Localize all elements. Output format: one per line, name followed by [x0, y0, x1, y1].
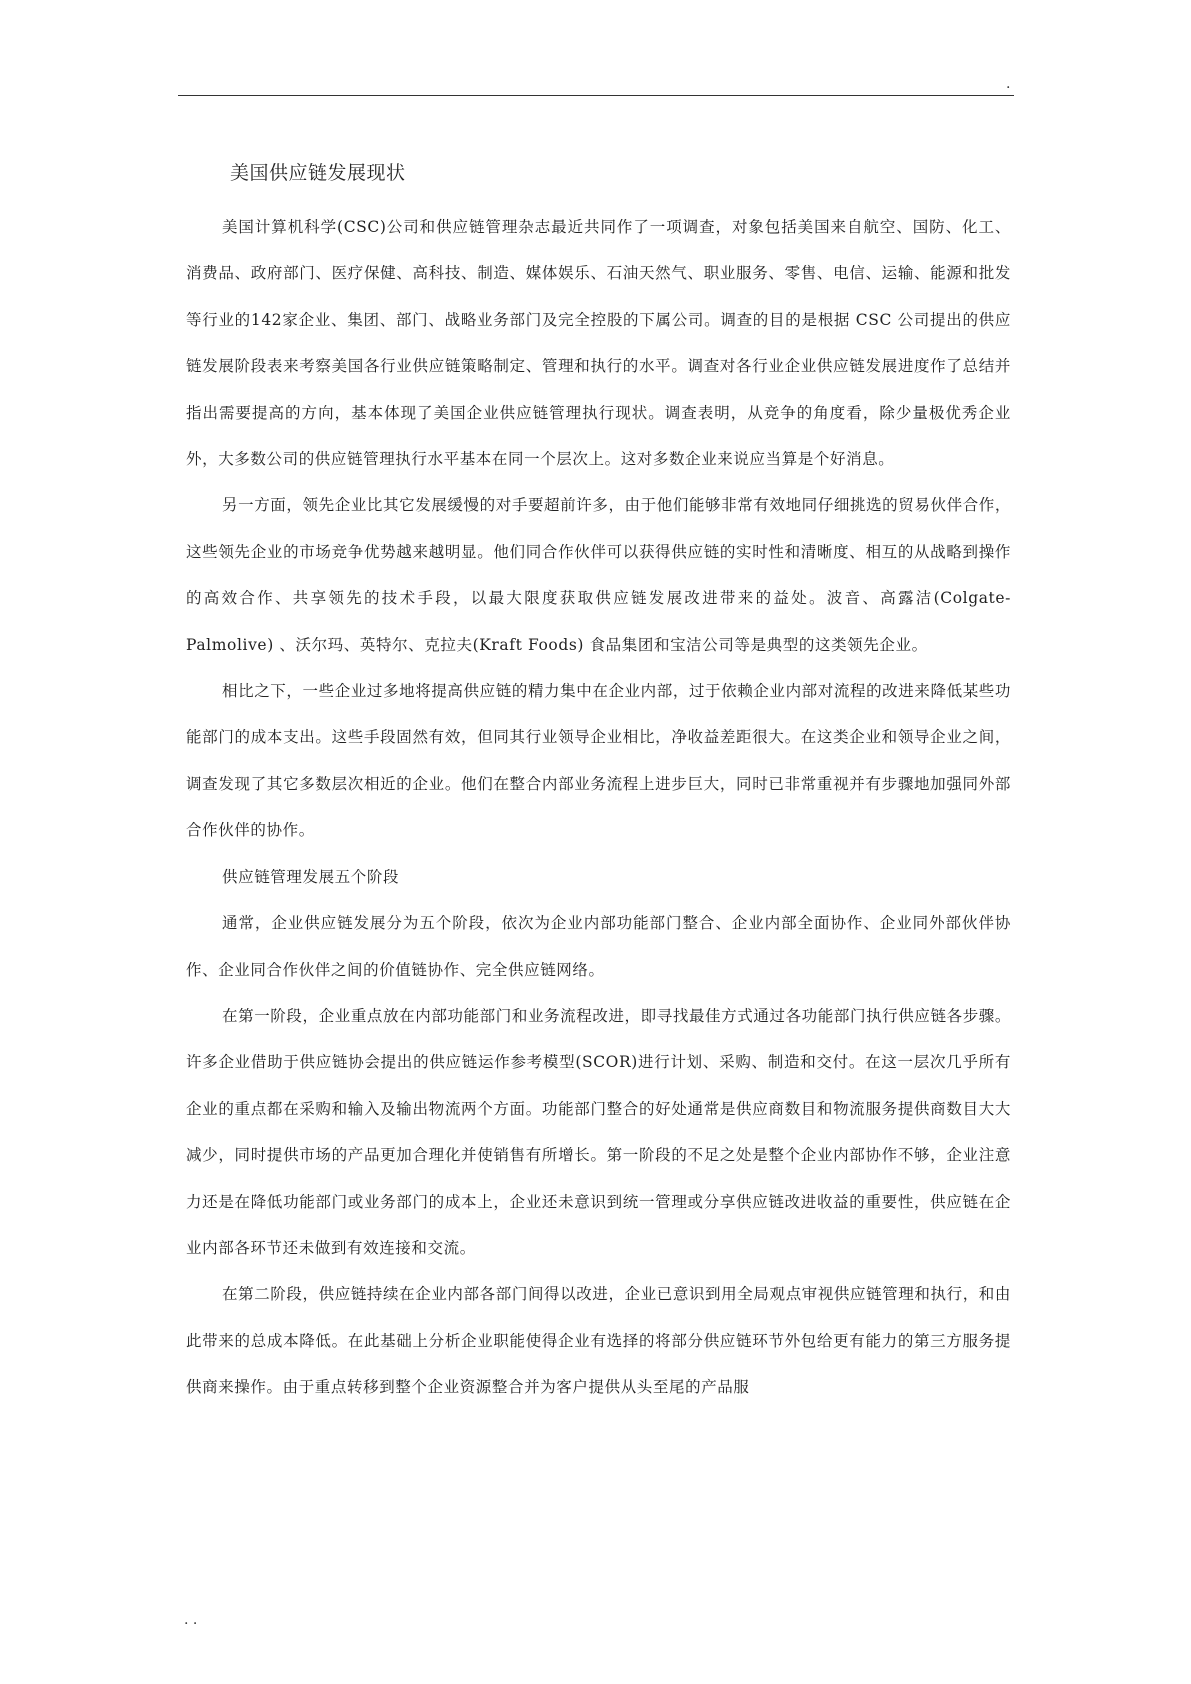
paragraph-survey-intro: 美国计算机科学(CSC)公司和供应链管理杂志最近共同作了一项调查，对象包括美国来自航空、国防、化工、消费品、政府部门、医疗保健、高科技、制造、媒体娱乐、石油天然气、职业服务、零售、电信、运输、能源和批发等行业的142家企业、集团、部门、战略业务部门及完全控股的下属公司。调查的目的是根据 CSC 公司提出的供应链发展阶段表来考察美国各行业供应链策略制定、管理和执行的水平。调查对各行业企业供应链发展进度作了总结并指出需要提高的方向，基本体现了美国企业供应链管理执行现状。调查表明，从竞争的角度看，除少量极优秀企业外，大多数公司的供应链管理执行水平基本在同一个层次上。这对多数企业来说应当算是个好消息。	[186, 218, 1011, 469]
paragraph-stage-one: 在第一阶段，企业重点放在内部功能部门和业务流程改进，即寻找最佳方式通过各功能部门执行供应链各步骤。许多企业借助于供应链协会提出的供应链运作参考模型(SCOR)进行计划、采购、制造和交付。在这一层次几乎所有企业的重点都在采购和输入及输出物流两个方面。功能部门整合的好处通常是供应商数目和物流服务提供商数目大大减少，同时提供市场的产品更加合理化并使销售有所增长。第一阶段的不足之处是整个企业内部协作不够，企业注意力还是在降低功能部门或业务部门的成本上，企业还未意识到统一管理或分享供应链改进收益的重要性，供应链在企业内部各环节还未做到有效连接和交流。	[186, 1006, 1011, 1257]
document-body	[186, 158, 1011, 1411]
paragraph-internal-focus: 相比之下，一些企业过多地将提高供应链的精力集中在企业内部，过于依赖企业内部对流程的改进来降低某些功能部门的成本支出。这些手段固然有效，但同其行业领导企业相比，净收益差距很大。在这类企业和领导企业之间，调查发现了其它多数层次相近的企业。他们在整合内部业务流程上进步巨大，同时已非常重视并有步骤地加强同外部合作伙伴的协作。	[186, 682, 1011, 840]
paragraph-stages-overview: 通常，企业供应链发展分为五个阶段，依次为企业内部功能部门整合、企业内部全面协作、企业同外部伙伴协作、企业同合作伙伴之间的价值链协作、完全供应链网络。	[186, 914, 1011, 979]
paragraph-leading-firms: 另一方面，领先企业比其它发展缓慢的对手要超前许多，由于他们能够非常有效地同仔细挑选的贸易伙伴合作，这些领先企业的市场竞争优势越来越明显。他们同合作伙伴可以获得供应链的实时性和清晰度、相互的从战略到操作的高效合作、共享领先的技术手段，以最大限度获取供应链发展改进带来的益处。波音、高露洁(Colgate-Palmolive) 、沃尔玛、英特尔、克拉夫(Kraft Foods) 食品集团和宝洁公司等是典型的这类领先企业。	[186, 496, 1011, 654]
footer-mark: . .	[184, 1612, 198, 1628]
header-mark: .	[1006, 76, 1011, 92]
section-heading-five-stages: 供应链管理发展五个阶段	[222, 867, 400, 886]
header-rule	[178, 95, 1014, 96]
paragraph-stage-two: 在第二阶段，供应链持续在企业内部各部门间得以改进，企业已意识到用全局观点审视供应链管理和执行，和由此带来的总成本降低。在此基础上分析企业职能使得企业有选择的将部分供应链环节外包给更有能力的第三方服务提供商来操作。由于重点转移到整个企业资源整合并为客户提供从头至尾的产品服	[186, 1285, 1011, 1397]
document-title: 美国供应链发展现状	[230, 162, 406, 184]
